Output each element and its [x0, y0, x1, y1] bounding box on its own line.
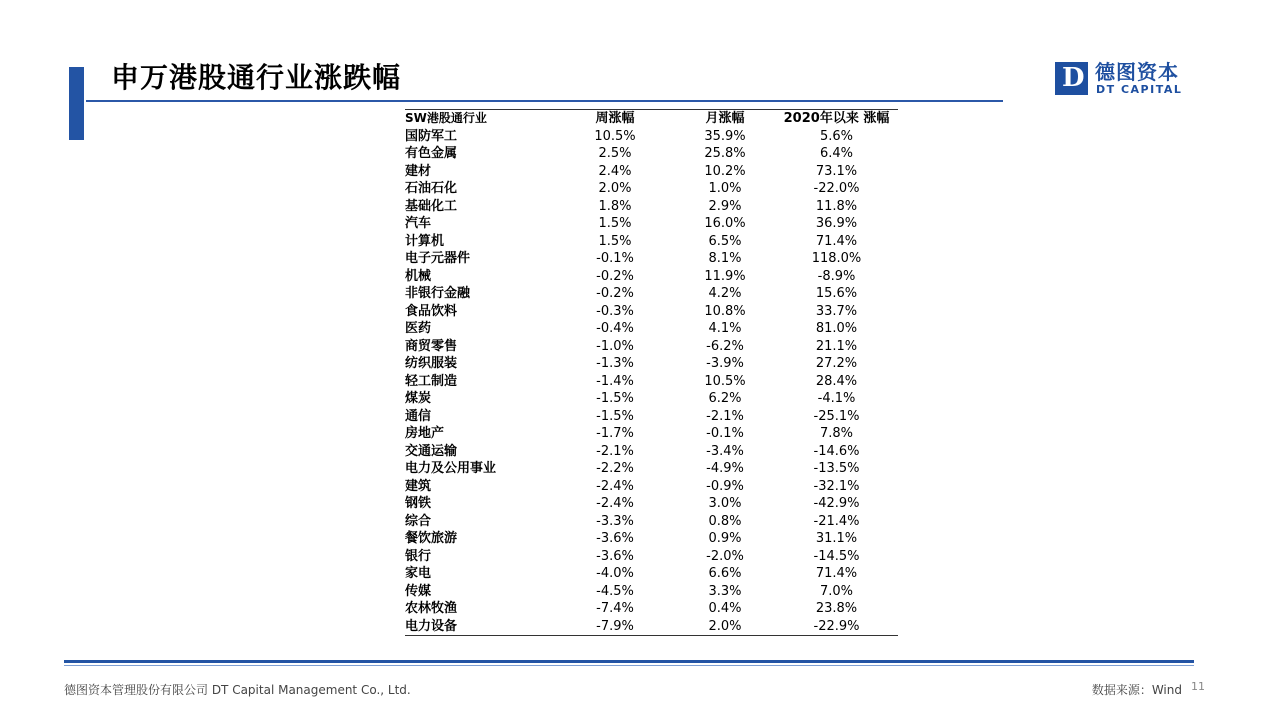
table-row	[405, 145, 898, 163]
table-row	[405, 180, 898, 198]
footer-company: 德图资本管理股份有限公司 DT Capital Management Co., Ltd.	[64, 683, 411, 697]
cell-ytd: 27.2%	[815, 356, 858, 371]
industry-returns-table	[405, 109, 898, 636]
cell-industry: 钢铁	[405, 496, 432, 511]
table-row	[405, 583, 898, 601]
cell-monthly: 25.8%	[704, 146, 746, 161]
cell-industry: 基础化工	[405, 198, 458, 214]
header-ytd: 2020年以来 涨幅	[775, 110, 898, 128]
footer-divider	[64, 660, 1194, 663]
header-weekly: 周涨幅	[555, 110, 675, 128]
cell-weekly: -3.3%	[596, 513, 634, 529]
cell-ytd: -22.9%	[775, 618, 898, 636]
cell-industry: 综合	[405, 513, 432, 529]
cell-ytd: 31.1%	[815, 531, 858, 546]
table-row	[405, 163, 898, 181]
cell-industry: 轻工制造	[405, 373, 458, 389]
cell-ytd: -14.6%	[813, 443, 860, 459]
cell-weekly: -0.3%	[596, 303, 634, 319]
cell-ytd: 7.8%	[819, 426, 854, 441]
cell-weekly: -2.4%	[596, 496, 634, 511]
cell-ytd: 6.4%	[819, 146, 854, 161]
table-row	[405, 390, 898, 408]
footer-source: 数据来源：Wind	[1091, 683, 1182, 697]
cell-weekly: -0.4%	[596, 321, 634, 336]
cell-monthly: 2.9%	[708, 198, 742, 214]
table-header-row	[405, 110, 898, 128]
cell-monthly: 3.0%	[708, 496, 742, 511]
cell-weekly: -1.4%	[596, 373, 634, 389]
cell-monthly: 8.1%	[708, 251, 742, 266]
table-row	[405, 268, 898, 286]
cell-weekly: -7.4%	[596, 601, 634, 616]
cell-industry: 房地产	[405, 426, 445, 441]
cell-ytd: -14.5%	[813, 548, 860, 564]
cell-monthly: -3.4%	[706, 443, 744, 459]
cell-ytd: -22.0%	[813, 181, 860, 196]
cell-weekly: -7.9%	[555, 618, 675, 636]
cell-industry: 纺织服装	[405, 356, 458, 371]
table-row	[405, 513, 898, 531]
cell-industry: 建筑	[405, 478, 432, 494]
cell-ytd: 23.8%	[815, 601, 858, 616]
title-underline	[86, 100, 1003, 102]
table-row	[405, 285, 898, 303]
cell-ytd: -13.5%	[813, 461, 860, 476]
cell-weekly: -0.1%	[596, 251, 634, 266]
table-body	[405, 128, 898, 636]
table-row	[405, 128, 898, 146]
cell-monthly: 16.0%	[704, 216, 746, 231]
cell-industry: 商贸零售	[405, 338, 458, 354]
cell-weekly: 10.5%	[594, 128, 636, 144]
company-logo	[1055, 60, 1185, 100]
cell-weekly: -1.5%	[596, 408, 634, 424]
page-number: 11	[1191, 680, 1205, 693]
cell-ytd: 33.7%	[815, 303, 858, 319]
cell-monthly: 4.2%	[708, 286, 742, 301]
logo-english-name: DT CAPITAL	[1096, 83, 1183, 96]
table-row	[405, 373, 898, 391]
cell-ytd: 11.8%	[815, 198, 858, 214]
cell-monthly: 0.9%	[708, 531, 742, 546]
cell-industry: 家电	[405, 566, 432, 581]
cell-industry: 电力设备	[405, 618, 555, 636]
cell-weekly: -2.1%	[596, 443, 634, 459]
header-monthly: 月涨幅	[675, 110, 775, 128]
cell-industry: 银行	[405, 548, 432, 564]
cell-monthly: 10.2%	[704, 163, 746, 179]
cell-industry: 传媒	[405, 583, 432, 599]
logo-chinese-name: 德图资本	[1095, 60, 1179, 84]
cell-monthly: 4.1%	[708, 321, 742, 336]
cell-weekly: -3.6%	[596, 531, 634, 546]
cell-weekly: -1.3%	[596, 356, 634, 371]
table-row	[405, 495, 898, 513]
cell-monthly: 2.0%	[675, 618, 775, 636]
cell-ytd: 71.4%	[815, 233, 858, 249]
cell-industry: 农林牧渔	[405, 601, 458, 616]
table-row	[405, 355, 898, 373]
cell-ytd: 7.0%	[819, 583, 854, 599]
cell-weekly: 2.5%	[598, 146, 632, 161]
cell-weekly: -0.2%	[596, 286, 634, 301]
cell-industry: 煤炭	[405, 391, 432, 406]
table-row	[405, 250, 898, 268]
table-row	[405, 548, 898, 566]
cell-ytd: 5.6%	[819, 128, 854, 144]
cell-weekly: 2.0%	[598, 181, 632, 196]
cell-monthly: 10.5%	[704, 373, 746, 389]
cell-monthly: -2.1%	[706, 408, 744, 424]
cell-monthly: -4.9%	[706, 461, 744, 476]
cell-monthly: 6.5%	[708, 233, 742, 249]
logo-mark-letter: D	[1062, 63, 1085, 93]
cell-weekly: 1.8%	[598, 198, 632, 214]
table-row	[405, 530, 898, 548]
cell-ytd: 21.1%	[815, 338, 858, 354]
table-row	[405, 320, 898, 338]
cell-ytd: 28.4%	[815, 373, 858, 389]
cell-industry: 交通运输	[405, 443, 458, 459]
cell-ytd: 36.9%	[815, 216, 858, 231]
table-row	[405, 460, 898, 478]
table-row	[405, 408, 898, 426]
cell-ytd: 118.0%	[811, 251, 862, 266]
table-row	[405, 618, 898, 636]
cell-monthly: -0.1%	[706, 426, 744, 441]
cell-weekly: -3.6%	[596, 548, 634, 564]
table-row	[405, 215, 898, 233]
cell-weekly: -4.0%	[596, 566, 634, 581]
cell-monthly: 0.8%	[708, 513, 742, 529]
cell-ytd: -21.4%	[813, 513, 860, 529]
cell-industry: 建材	[405, 163, 432, 179]
table-row	[405, 198, 898, 216]
cell-industry: 通信	[405, 408, 432, 424]
cell-monthly: 3.3%	[708, 583, 742, 599]
cell-monthly: -0.9%	[706, 478, 744, 494]
cell-industry: 电子元器件	[405, 251, 471, 266]
cell-weekly: -2.2%	[596, 461, 634, 476]
table-row	[405, 338, 898, 356]
cell-industry: 有色金属	[405, 146, 458, 161]
cell-monthly: 1.0%	[708, 181, 742, 196]
table-row	[405, 303, 898, 321]
cell-industry: 食品饮料	[405, 303, 458, 319]
cell-weekly: -1.7%	[596, 426, 634, 441]
table-row	[405, 565, 898, 583]
table-row	[405, 233, 898, 251]
cell-weekly: -1.0%	[596, 338, 634, 354]
cell-monthly: -2.0%	[706, 548, 744, 564]
cell-ytd: 71.4%	[815, 566, 858, 581]
cell-industry: 机械	[405, 268, 432, 284]
cell-industry: 国防军工	[405, 128, 458, 144]
table-row	[405, 425, 898, 443]
cell-monthly: 10.8%	[704, 303, 746, 319]
cell-industry: 汽车	[405, 216, 432, 231]
logo-mark-icon	[1055, 62, 1088, 95]
header-industry: SW港股通行业	[405, 110, 555, 128]
cell-monthly: 0.4%	[708, 601, 742, 616]
cell-weekly: -1.5%	[596, 391, 634, 406]
cell-monthly: 11.9%	[704, 268, 746, 284]
cell-monthly: 6.2%	[708, 391, 742, 406]
cell-ytd: -42.9%	[813, 496, 860, 511]
cell-ytd: 15.6%	[815, 286, 858, 301]
page-title: 申万港股通行业涨跌幅	[111, 61, 402, 94]
cell-ytd: 81.0%	[815, 321, 858, 336]
cell-industry: 医药	[405, 321, 432, 336]
table-row	[405, 478, 898, 496]
cell-ytd: 73.1%	[815, 163, 858, 179]
cell-weekly: 2.4%	[598, 163, 632, 179]
cell-industry: 石油石化	[405, 181, 458, 196]
table-row	[405, 443, 898, 461]
cell-ytd: -32.1%	[813, 478, 860, 494]
cell-weekly: -4.5%	[596, 583, 634, 599]
cell-monthly: 35.9%	[704, 128, 746, 144]
cell-weekly: -2.4%	[596, 478, 634, 494]
title-accent-bar	[69, 67, 84, 140]
cell-industry: 非银行金融	[405, 286, 471, 301]
cell-ytd: -4.1%	[817, 391, 856, 406]
cell-weekly: 1.5%	[598, 233, 632, 249]
cell-monthly: -3.9%	[706, 356, 744, 371]
cell-weekly: 1.5%	[598, 216, 632, 231]
footer-divider-thin	[64, 665, 1194, 666]
cell-monthly: -6.2%	[706, 338, 744, 354]
cell-ytd: -25.1%	[813, 408, 860, 424]
cell-ytd: -8.9%	[817, 268, 856, 284]
cell-industry: 计算机	[405, 233, 445, 249]
cell-monthly: 6.6%	[708, 566, 742, 581]
cell-weekly: -0.2%	[596, 268, 634, 284]
cell-industry: 电力及公用事业	[405, 461, 497, 476]
cell-industry: 餐饮旅游	[405, 531, 458, 546]
table-row	[405, 600, 898, 618]
